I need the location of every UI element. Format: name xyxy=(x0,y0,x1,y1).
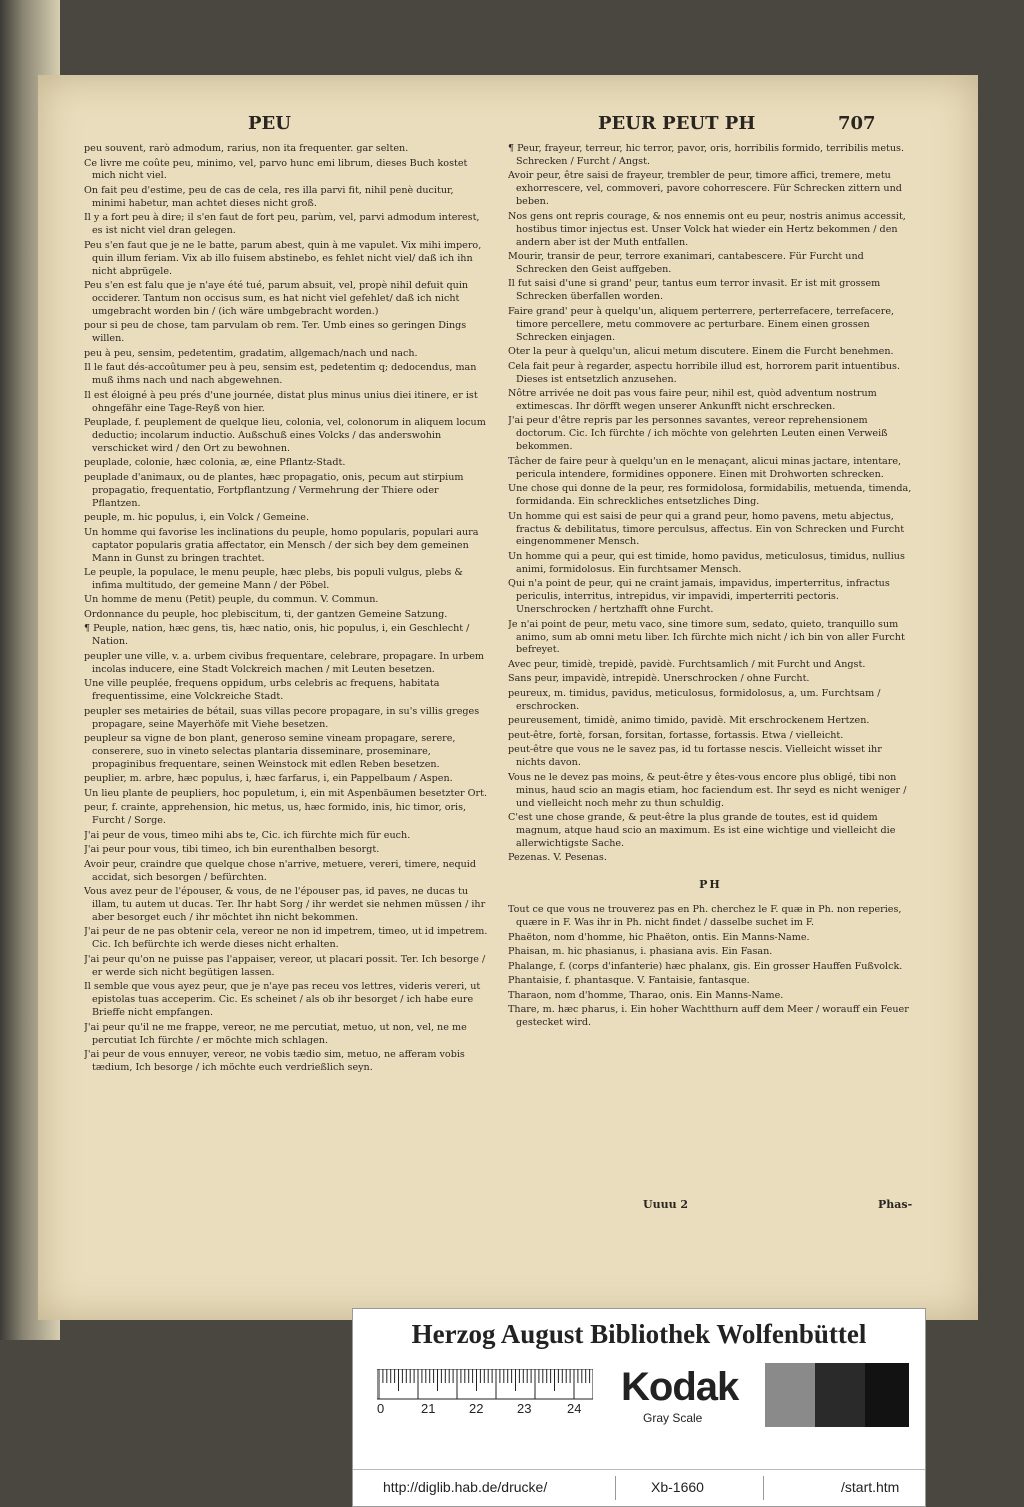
dictionary-entry: J'ai peur de vous ennuyer, vereor, ne vobis tædio sim, metuo, ne afferam vobis tædium, Ich besorge / ich möchte euch verdrießlich seyn. xyxy=(84,1049,465,1073)
dictionary-entry: Le peuple, la populace, le menu peuple, hæc plebs, bis populi vulgus, plebs & infima multitudo, der gemeine Mann / der Pöbel. xyxy=(84,567,463,591)
header-right: PEUR PEUT PH xyxy=(598,113,756,134)
dictionary-entry: ¶ Peuple, nation, hæc gens, tis, hæc natio, onis, hic populus, i, ein Geschlecht / Nation. xyxy=(84,623,470,648)
ruler-number: 23 xyxy=(517,1401,532,1416)
section-heading: PH xyxy=(699,878,722,892)
library-target-card xyxy=(352,1308,926,1507)
separator xyxy=(763,1476,764,1500)
kodak-logo: Kodak xyxy=(621,1365,739,1409)
url-link[interactable]: http://diglib.hab.de/drucke/ xyxy=(383,1479,548,1495)
dictionary-entry: Cela fait peur à regarder, aspectu horribile illud est, horrorem parit intuentibus. Dieses ist entsetzlich anzusehen. xyxy=(508,360,900,385)
dictionary-entry: Vous avez peur de l'épouser, & vous, de ne l'épouser pas, id paves, ne ducas tu illam, tu autem ut ducas. Ter. Ihr habt Sorg / ihr werdet sie nehmen müssen / ihr aber besorget euch / ihr möchtet ihn nicht bekommen. xyxy=(84,886,486,923)
dictionary-entry: peureux, m. timidus, pavidus, meticulosus, formidolosus, a, um. Furchtsam / erschrocken. xyxy=(508,687,881,712)
dictionary-entry: Pezenas. V. Pesenas. xyxy=(508,852,607,864)
dictionary-entry: J'ai peur d'être repris par les personnes savantes, vereor reprehensionem doctorum. Cic. Ich fürchte / ich möchte von gelehrten Leuten einen Verweiß bekommen. xyxy=(508,415,888,453)
dictionary-entry: Une ville peuplée, frequens oppidum, urbs celebris ac frequens, habitata frequentissime, eine Volckreiche Stadt. xyxy=(84,678,440,703)
dictionary-entry: C'est une chose grande, & peut-être la plus grande de toutes, est id quidem magnum, atque haud scio an maximum. Es ist eine wichtige und vielleicht die allerwichtigste Sache. xyxy=(508,812,896,849)
dictionary-entry: Un lieu plante de peupliers, hoc populetum, i, ein mit Aspenbäumen besetzter Ort. xyxy=(84,787,488,799)
left-column xyxy=(84,143,489,1273)
dictionary-entry: Il est éloigné à peu prés d'une journée, distat plus minus unius diei itinere, er ist ohngefähr eine Tage-Reyß von hier. xyxy=(84,389,478,414)
header-left: PEU xyxy=(248,113,291,134)
dictionary-entry: Un homme de menu (Petit) peuple, du commun. V. Commun. xyxy=(84,594,379,606)
dictionary-entry: J'ai peur de ne pas obtenir cela, vereor ne non id impetrem, timeo, ut id impetrem. Cic. Ich befürchte ich werde dieses nicht erhalten. xyxy=(84,926,488,951)
dictionary-entry: J'ai peur qu'il ne me frappe, vereor, ne me percutiat, metuo, ut non, vel, ne me percutiat Ich fürchte / er möchte mich schlagen. xyxy=(84,1021,467,1046)
dictionary-entry: peut-être, fortè, forsan, forsitan, fortasse, fortassis. Etwa / vielleicht. xyxy=(508,729,844,741)
dictionary-entry: peur, f. crainte, apprehension, hic metus, us, hæc formido, inis, hic timor, oris, Furcht / Sorge. xyxy=(84,802,467,827)
ruler-number: 0 xyxy=(377,1401,385,1416)
ruler-number: 24 xyxy=(567,1401,582,1416)
dictionary-entry: peureusement, timidè, animo timido, pavidè. Mit erschrockenem Hertzen. xyxy=(508,715,870,727)
dictionary-entry: Nos gens ont repris courage, & nos ennemis ont eu peur, nostris animus accessit, hostibus timor injectus est. Unser Volck hat wieder ein Hertz bekommen / den andern aber ist der Muth entfallen. xyxy=(508,210,906,248)
dictionary-entry: J'ai peur pour vous, tibi timeo, ich bin eurenthalben besorgt. xyxy=(84,844,380,856)
library-title: Herzog August Bibliothek Wolfenbüttel xyxy=(411,1319,867,1349)
page-number: 707 xyxy=(838,113,876,134)
dictionary-entry: Un homme qui favorise les inclinations du peuple, homo popularis, populari aura captator popularis gratia affectator, ein Mensch / der sich bey dem gemeinen Mann in Gunst zu bringen trachtet. xyxy=(84,526,479,564)
dictionary-entry: Peu s'en faut que je ne le batte, parum abest, quin à me vapulet. Vix mihi impero, quin illum feriam. Vix ab illo fuisem abstinebo, es fehlet nicht viel/ daß ich ihn nicht abprügele. xyxy=(84,239,482,277)
dictionary-entry: peu à peu, sensim, pedetentim, gradatim, allgemach/nach und nach. xyxy=(84,347,418,359)
dictionary-entry: J'ai peur de vous, timeo mihi abs te, Cic. ich fürchte mich für euch. xyxy=(84,829,411,841)
dictionary-entry: J'ai peur qu'on ne puisse pas l'appaiser, vereor, ut placari possit. Ter. Ich besorge / er werde sich nicht begütigen lassen. xyxy=(84,953,486,978)
dictionary-entry: peuplade, colonie, hæc colonia, æ, eine Pflantz-Stadt. xyxy=(84,457,346,469)
dictionary-entry: peupler une ville, v. a. urbem civibus frequentare, celebrare, propagare. In urbem incolas inducere, eine Stadt Volckreich machen / mit Leuten besetzen. xyxy=(84,650,484,675)
dictionary-entry: Phaëton, nom d'homme, hic Phaëton, ontis. Ein Manns-Name. xyxy=(508,931,810,943)
start-path: /start.htm xyxy=(841,1479,900,1495)
dictionary-entry: Peuplade, f. peuplement de quelque lieu, colonia, vel, colonorum in aliquem locum deductio; incolarum inductio. Außschuß eines Volcks / das anderswohin verschicket wird / den Ort zu bewohnen. xyxy=(84,417,486,454)
dictionary-entry: Tâcher de faire peur à quelqu'un en le menaçant, alicui minas jactare, intentare, pericula intendere, formidines opponere. Einen mit Drohworten schrecken. xyxy=(508,455,902,480)
dictionary-entry: peupleur sa vigne de bon plant, generoso semine vineam propagare, serere, conserere, suo in vineto selectas plantaria disseminare, proseminare, propaginibus frequentare, seinen Weinstock mit edlen Reben besetzen. xyxy=(84,733,456,770)
dictionary-entry: Nôtre arrivée ne doit pas vous faire peur, nihil est, quòd adventum nostrum extimescas. Ihr dörfft wegen unserer Ankunfft nicht erschrecken. xyxy=(508,388,877,412)
dictionary-entry: peuple, m. hic populus, i, ein Volck / Gemeine. xyxy=(84,512,309,524)
dictionary-entry: Phaisan, m. hic phasianus, i. phasiana avis. Ein Fasan. xyxy=(508,946,773,958)
dictionary-entry: Un homme qui a peur, qui est timide, homo pavidus, meticulosus, timidus, nullius animi, formidolosus. Ein furchtsamer Mensch. xyxy=(508,550,905,575)
ruler-number: 22 xyxy=(469,1401,484,1416)
dictionary-entry: peut-être que vous ne le savez pas, id tu fortasse nescis. Vielleicht wisset ihr nichts davon. xyxy=(508,744,882,769)
gray-scale-label: Gray Scale xyxy=(643,1411,703,1425)
ruler-number: 21 xyxy=(421,1401,436,1416)
signature-mark: Uuuu 2 xyxy=(643,1198,689,1211)
dictionary-entry: peupler ses metairies de bétail, suas villas pecore propagare, in su's villis greges propagare, seine Mayerhöfe mit Viehe besetzen. xyxy=(84,705,480,730)
dictionary-entry: Thare, m. hæc pharus, i. Ein hoher Wachtthurn auff dem Meer / worauff ein Feuer gestecket wird. xyxy=(508,1004,909,1028)
gray-swatch-black xyxy=(865,1363,909,1427)
gray-swatch-dark xyxy=(815,1363,865,1427)
dictionary-entry: Ordonnance du peuple, hoc plebiscitum, ti, der gantzen Gemeine Satzung. xyxy=(84,608,448,620)
dictionary-entry: Peu s'en est falu que je n'aye été tué, parum absuit, vel, propè nihil defuit quin occiderer. Tantum non occisus sum, es hat nicht viel gefehlet/ daß ich nicht umgebracht worden bin / (ich wäre umbgebracht worden.) xyxy=(84,280,469,317)
dictionary-entry: Mourir, transir de peur, terrore exanimari, cantabescere. Für Furcht und Schrecken den Geist auffgeben. xyxy=(508,251,864,275)
dictionary-entry: Tout ce que vous ne trouverez pas en Ph. cherchez le F. quæ in Ph. non reperies, quære in F. Was ihr in Ph. nicht findet / dasselbe suchet im F. xyxy=(508,904,902,929)
book-page xyxy=(38,75,978,1320)
dictionary-entry: On fait peu d'estime, peu de cas de cela, res illa parvi fit, nihil penè ducitur, minimi habetur, man achtet dieses nicht groß. xyxy=(84,184,454,209)
dictionary-entry: Avoir peur, être saisi de frayeur, trembler de peur, timore affici, tremere, metu exhorrescere, vel, commoveri, pavore cohorrescere. Für Schrecken zittern und beben. xyxy=(508,170,902,208)
dictionary-entry: Je n'ai point de peur, metu vaco, sine timore sum, sedato, quieto, tranquillo sum animo, sum ab omni metu liber. Ich fürchte mich nicht / ich bin von aller Furcht befreyet. xyxy=(508,618,905,656)
dictionary-entry: Sans peur, impavidè, intrepidè. Unerschrocken / ohne Furcht. xyxy=(508,673,810,685)
gray-swatch-medium xyxy=(765,1363,815,1427)
dictionary-entry: Tharaon, nom d'homme, Tharao, onis. Ein Manns-Name. xyxy=(508,989,784,1001)
shelfmark: Xb-1660 xyxy=(651,1479,704,1495)
dictionary-entry: Ce livre me coûte peu, minimo, vel, parvo hunc emi librum, dieses Buch kostet mich nicht viel. xyxy=(84,157,468,182)
dictionary-entry: Oter la peur à quelqu'un, alicui metum discutere. Einem die Furcht benehmen. xyxy=(508,346,894,358)
dictionary-entry: Avoir peur, craindre que quelque chose n'arrive, metuere, vereri, timere, nequid accidat, sich besorgen / befürchten. xyxy=(84,858,476,883)
card-footer xyxy=(353,1469,925,1506)
dictionary-entry: peuplier, m. arbre, hæc populus, i, hæc farfarus, i, ein Pappelbaum / Aspen. xyxy=(84,773,453,785)
dictionary-entry: Il semble que vous ayez peur, que je n'aye pas receu vos lettres, videris vereri, ut epistolas tuas acceperim. Cic. Es scheinet / als ob ihr besorget / ich habe eure Brieffe nicht empfangen. xyxy=(84,981,481,1019)
running-header xyxy=(38,113,978,143)
dictionary-entry: peuplade d'animaux, ou de plantes, hæc propagatio, onis, pecum aut stirpium propagatio, frequentatio, Fortpflantzung / Vermehrung der Thiere oder Pflantzen. xyxy=(84,471,464,509)
dictionary-entry: Il le faut dés-accoûtumer peu à peu, sensim est, pedetentim q; dedocendus, man muß ihms nach und nach abgewehnen. xyxy=(84,362,477,387)
dictionary-entry: Avec peur, timidè, trepidè, pavidè. Furchtsamlich / mit Furcht und Angst. xyxy=(508,658,866,670)
dictionary-entry: ¶ Peur, frayeur, terreur, hic terror, pavor, oris, horribilis formido, terribilis metus. Schrecken / Furcht / Angst. xyxy=(508,143,905,167)
dictionary-entry: Faire grand' peur à quelqu'un, aliquem perterrere, perterrefacere, terrefacere, timore percellere, metu commovere ac perturbare. Einem einen grossen Schrecken einjagen. xyxy=(508,305,895,343)
dictionary-entry: Il fut saisi d'une si grand' peur, tantus eum terror invasit. Er ist mit grossem Schrecken überfallen worden. xyxy=(508,278,881,303)
dictionary-entry: Un homme qui est saisi de peur qui a grand peur, homo pavens, metu abjectus, fractus & debilitatus, timore perculsus, affectus. Ein von Schrecken und Furcht eingenommener Mensch. xyxy=(508,510,905,548)
right-column xyxy=(508,143,913,1273)
scale-ruler xyxy=(377,1369,593,1427)
dictionary-entry: Une chose qui donne de la peur, res formidolosa, formidabilis, metuenda, timenda, formidanda. Ein schreckliches entsetzliches Ding. xyxy=(508,483,912,508)
catchword: Phas- xyxy=(878,1198,913,1211)
separator xyxy=(615,1476,616,1500)
dictionary-entry: Qui n'a point de peur, qui ne craint jamais, impavidus, imperterritus, infractus periculis, interritus, intrepidus, vir impavidi, imperterriti pectoris. Unerschrocken / hertzhafft ohne Furcht. xyxy=(508,578,890,616)
dictionary-entry: Phalange, f. (corps d'infanterie) hæc phalanx, gis. Ein grosser Hauffen Fußvolck. xyxy=(508,960,903,972)
dictionary-entry: pour si peu de chose, tam parvulam ob rem. Ter. Umb eines so geringen Dings willen. xyxy=(84,320,467,345)
dictionary-entry: Il y a fort peu à dire; il s'en faut de fort peu, parùm, vel, parvi admodum interest, es ist nicht viel dran gelegen. xyxy=(84,212,480,237)
dictionary-entry: Vous ne le devez pas moins, & peut-être y êtes-vous encore plus obligé, tibi non minus, haud scio an magis etiam, hoc faciendum est. Ihr seyd es nicht weniger / und vielleicht noch mehr zu thun schuldig. xyxy=(508,771,907,809)
dictionary-entry: peu souvent, rarò admodum, rarius, non ita frequenter. gar selten. xyxy=(84,143,409,154)
dictionary-entry: Phantaisie, f. phantasque. V. Fantaisie, fantasque. xyxy=(508,975,750,987)
